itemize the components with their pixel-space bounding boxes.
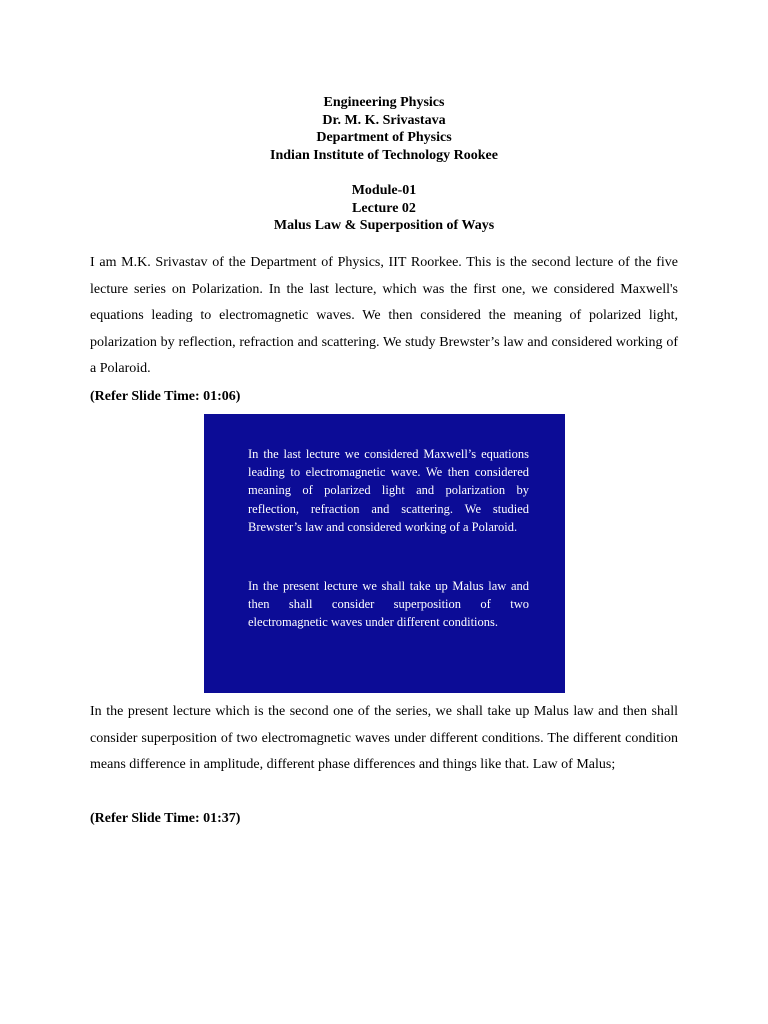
slide-text-2: In the present lecture we shall take up Malus law and then shall consider superposition of two electromagnetic waves under different conditions. [248,579,529,630]
institute-name: Indian Institute of Technology Rookee [270,147,498,163]
lecture-topic: Malus Law & Superposition of Ways [273,218,495,233]
refer-slide-time-1: (Refer Slide Time: 01:06) [90,389,241,404]
department-name: Department of Physics [316,130,452,145]
lecture-slide [204,414,565,693]
second-paragraph: In the present lecture which is the second one of the series, we shall take up Malus law and then shall consider superposition of two electromagnetic waves under different conditions. The different condition means difference in amplitude, different phase differences and things like that. Law of Malus; [90,704,678,772]
header-spacer [0,164,768,182]
refer-slide-time-2: (Refer Slide Time: 01:37) [90,811,241,826]
course-title: Engineering Physics [323,95,445,110]
document-header [0,94,768,235]
slide-text-1: In the last lecture we considered Maxwell’s equations leading to electromagnetic wave. We then considered meaning of polarized light and polarization by reflection, refraction and scattering. We studied Brewster’s law and considered working of a Polaroid. [248,447,529,534]
intro-paragraph: I am M.K. Srivastav of the Department of Physics, IIT Roorkee. This is the second lecture of the five lecture series on Polarization. In the last lecture, which was the first one, we considered Maxwell's equations leading to electromagnetic waves. We then considered the meaning of polarized light, polarization by reflection, refraction and scattering. We study Brewster’s law and considered working of a Polaroid. [90,255,678,376]
module-label: Module-01 [351,183,417,198]
lecture-label: Lecture 02 [352,200,416,216]
instructor-name: Dr. M. K. Srivastava [322,112,446,128]
